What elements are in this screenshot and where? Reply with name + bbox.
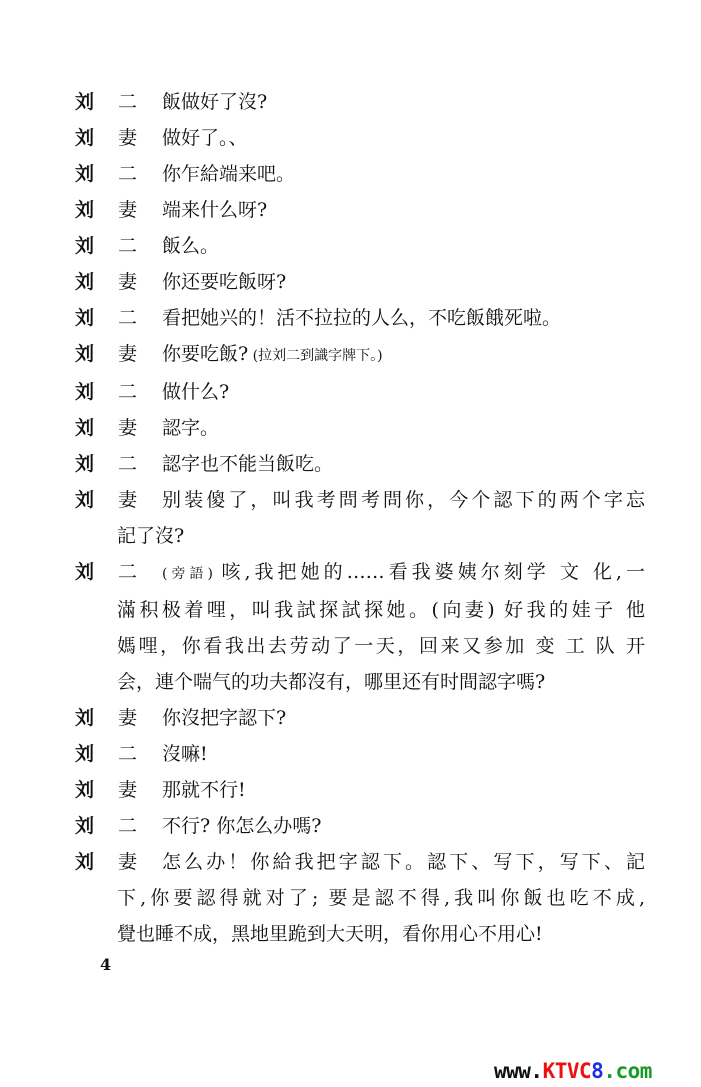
speaker-name: 二 <box>118 561 138 583</box>
speaker-surname: 刘 <box>75 199 95 221</box>
dialogue-line <box>75 482 645 518</box>
speaker-surname: 刘 <box>75 163 95 185</box>
speaker-name: 二 <box>118 235 138 257</box>
dialogue-line <box>75 844 645 880</box>
dialogue-text: 不行? 你怎么办嗎? <box>162 815 322 837</box>
script-body <box>75 84 645 952</box>
dialogue-entry <box>75 844 645 952</box>
dialogue-line <box>75 664 645 700</box>
dialogue-text: 会，連个喘气的功夫都沒有，哪里还有时間認字嗎? <box>117 671 546 693</box>
dialogue-entry <box>75 84 645 120</box>
speaker-name: 妻 <box>118 343 138 365</box>
watermark-part: .com <box>603 1059 652 1083</box>
speaker-surname: 刘 <box>75 307 95 329</box>
speaker-name: 妻 <box>118 707 138 729</box>
dialogue-text: 别装傻了，叫我考問考問你，今个認下的两个字忘 <box>162 489 645 511</box>
speaker-name: 妻 <box>118 199 138 221</box>
speaker-surname: 刘 <box>75 271 95 293</box>
stage-direction: (拉刘二到識字牌下。) <box>248 348 383 364</box>
speaker-surname: 刘 <box>75 453 95 475</box>
speaker-surname: 刘 <box>75 91 95 113</box>
speaker-surname: 刘 <box>75 561 95 583</box>
watermark-part: KTV <box>542 1059 580 1083</box>
dialogue-text: 滿积极着哩，叫我試探試探她。(向妻) 好我的娃子 他 <box>117 599 645 621</box>
dialogue-text: 咳,我把她的……看我婆姨尔刻学 文 化,一 <box>221 561 645 583</box>
dialogue-text: 你还要吃飯呀? <box>162 271 287 293</box>
dialogue-text: 認字。 <box>162 417 220 439</box>
dialogue-text: 端来什么呀? <box>162 199 268 221</box>
dialogue-text: 你要吃飯? <box>162 343 249 365</box>
dialogue-text: 沒嘛! <box>162 743 208 765</box>
speaker-name: 二 <box>118 815 138 837</box>
dialogue-line <box>75 700 645 736</box>
dialogue-text: 下,你要認得就对了; 要是認不得,我叫你飯也吃不成, <box>117 887 645 909</box>
dialogue-entry <box>75 808 645 844</box>
speaker-surname: 刘 <box>75 381 95 403</box>
watermark-part: C <box>579 1059 592 1083</box>
dialogue-line <box>75 300 645 336</box>
speaker-surname: 刘 <box>75 489 95 511</box>
watermark-part: www. <box>494 1059 543 1083</box>
speaker-surname: 刘 <box>75 343 95 365</box>
dialogue-text: 飯做好了沒? <box>162 91 268 113</box>
dialogue-line <box>75 772 645 808</box>
dialogue-text: 怎么办！你給我把字認下。認下、写下，写下、記 <box>162 851 645 873</box>
dialogue-line <box>75 410 645 446</box>
watermark <box>494 1060 652 1082</box>
speaker-name: 二 <box>118 91 138 113</box>
dialogue-entry <box>75 264 645 300</box>
speaker-surname: 刘 <box>75 127 95 149</box>
speaker-name: 妻 <box>118 779 138 801</box>
dialogue-text: 你沒把字認下? <box>162 707 287 729</box>
dialogue-text: 那就不行! <box>162 779 246 801</box>
dialogue-text: 看把她兴的！活不拉拉的人么，不吃飯餓死啦。 <box>162 307 562 329</box>
dialogue-entry <box>75 120 645 156</box>
speaker-name: 妻 <box>118 271 138 293</box>
dialogue-line <box>75 628 645 664</box>
speaker-name: 妻 <box>118 489 138 511</box>
page-number: 4 <box>100 955 112 974</box>
dialogue-text: 做好了。、 <box>162 127 248 149</box>
dialogue-line <box>75 374 645 410</box>
dialogue-line <box>75 446 645 482</box>
watermark-part: 8 <box>591 1059 604 1083</box>
dialogue-text: 飯么。 <box>162 235 220 257</box>
speaker-name: 二 <box>118 381 138 403</box>
dialogue-entry <box>75 554 645 700</box>
speaker-name: 二 <box>118 453 138 475</box>
dialogue-line <box>75 736 645 772</box>
dialogue-text: 覺也睡不成，黑地里跪到大天明，看你用心不用心! <box>117 923 543 945</box>
dialogue-line <box>75 880 645 916</box>
dialogue-entry <box>75 700 645 736</box>
speaker-surname: 刘 <box>75 779 95 801</box>
dialogue-entry <box>75 300 645 336</box>
dialogue-line <box>75 808 645 844</box>
dialogue-line <box>75 192 645 228</box>
stage-direction: (旁語) <box>162 566 222 582</box>
speaker-surname: 刘 <box>75 815 95 837</box>
dialogue-line <box>75 336 645 374</box>
speaker-name: 二 <box>118 743 138 765</box>
dialogue-entry <box>75 772 645 808</box>
dialogue-entry <box>75 228 645 264</box>
dialogue-text: 記了沒? <box>117 525 185 547</box>
speaker-name: 二 <box>118 307 138 329</box>
speaker-surname: 刘 <box>75 743 95 765</box>
speaker-surname: 刘 <box>75 707 95 729</box>
speaker-surname: 刘 <box>75 851 95 873</box>
dialogue-text: 你乍給端来吧。 <box>162 163 296 185</box>
dialogue-entry <box>75 156 645 192</box>
dialogue-entry <box>75 736 645 772</box>
speaker-name: 妻 <box>118 851 138 873</box>
dialogue-line <box>75 228 645 264</box>
dialogue-entry <box>75 336 645 374</box>
dialogue-line <box>75 264 645 300</box>
speaker-surname: 刘 <box>75 235 95 257</box>
dialogue-text: 認字也不能当飯吃。 <box>162 453 334 475</box>
dialogue-line <box>75 592 645 628</box>
dialogue-line <box>75 120 645 156</box>
dialogue-entry <box>75 374 645 410</box>
dialogue-entry <box>75 482 645 554</box>
speaker-surname: 刘 <box>75 417 95 439</box>
speaker-name: 妻 <box>118 417 138 439</box>
dialogue-line <box>75 518 645 554</box>
dialogue-entry <box>75 446 645 482</box>
dialogue-text: 做什么? <box>162 381 230 403</box>
dialogue-line <box>75 916 645 952</box>
dialogue-line <box>75 156 645 192</box>
dialogue-entry <box>75 410 645 446</box>
dialogue-line <box>75 554 645 592</box>
speaker-name: 二 <box>118 163 138 185</box>
dialogue-line <box>75 84 645 120</box>
dialogue-text: 媽哩，你看我出去劳动了一天，回来又参加 变 工 队 开 <box>117 635 645 657</box>
speaker-name: 妻 <box>118 127 138 149</box>
dialogue-entry <box>75 192 645 228</box>
